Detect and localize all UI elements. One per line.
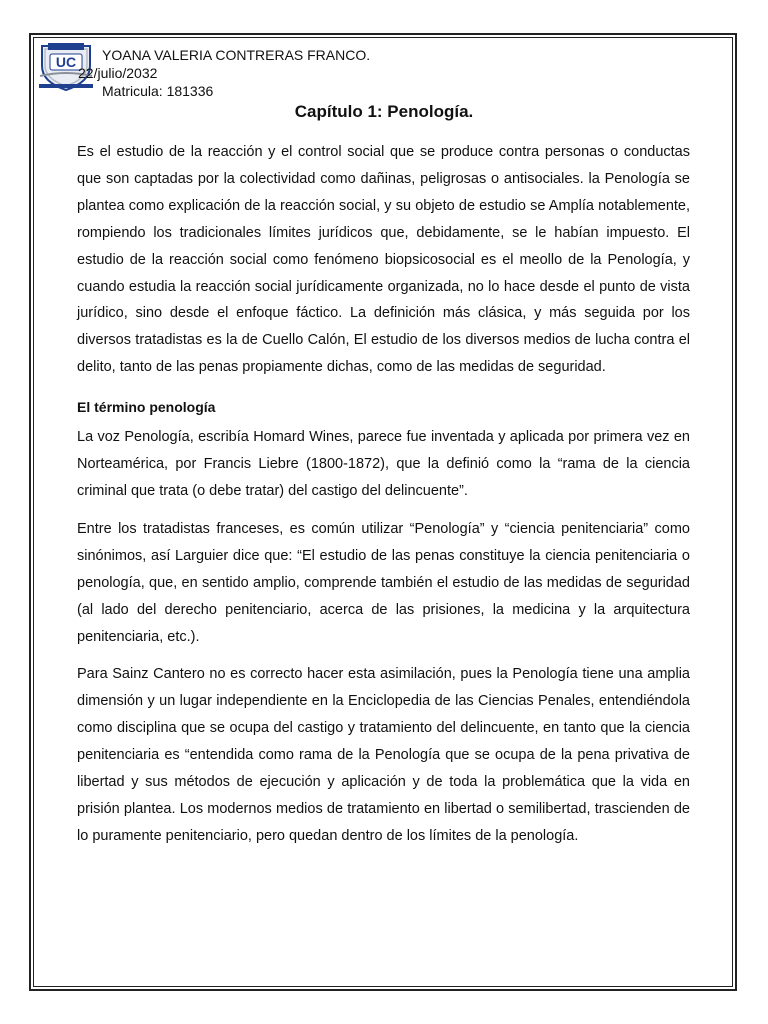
paragraph-french-authors: Entre los tratadistas franceses, es común utilizar “Penología” y “ciencia penitenciaria” como sinónimos, así Larguier dice que: “El estudio de las penas constituye la ciencia penitenciaria o penología, que, en sentido amplio, comprende también el estudio de las medidas de seguridad (al lado del derecho penitenciario, acerca de las prisiones, la medicina y la arquitectura penitenciaria, etc.). <box>77 520 690 645</box>
paragraph-origin: La voz Penología, escribía Homard Wines, parece fue inventada y aplicada por primera vez en Norteamérica, por Francis Liebre (1800-1872), que la definió como la “rama de la ciencia criminal que trata (o debe tratar) del castigo del delincuente”. <box>77 429 690 499</box>
section-heading: El término penología <box>77 399 216 416</box>
document-date: 22/julio/2032 <box>78 65 158 81</box>
chapter-title: Capítulo 1: Penología. <box>294 102 474 121</box>
paragraph-definition: Es el estudio de la reacción y el control social que se produce contra personas o conductas que son captadas por la colectividad como dañinas, peligrosas o antisociales. la Penología se plantea como explicación de la reacción social, y su objeto de estudio se Amplía notablemente, rompiendo los tradicionales límites jurídicos que, debidamente, se le habían impuesto. El estudio de la reacción social como fenómeno biopsicosocial es el meollo de la Penología, y cuando estudia la reacción social jurídicamente organizada, no lo hace desde el punto de vista jurídico, sino desde el enfoque fáctico. La definición más clásica, y más seguida por los diversos tratadistas es la de Cuello Calón, El estudio de los diversos medios de lucha contra el delito, tanto de las penas propiamente dichas, como de las medidas de seguridad. <box>77 144 690 376</box>
student-matricula: Matricula: 181336 <box>102 83 214 99</box>
document-body <box>77 139 690 850</box>
student-name: YOANA VALERIA CONTRERAS FRANCO. <box>102 47 371 63</box>
logo-initials: UC <box>55 54 77 70</box>
paragraph-sainz-cantero: Para Sainz Cantero no es correcto hacer esta asimilación, pues la Penología tiene una amplia dimensión y un lugar independiente en la Enciclopedia de las Ciencias Penales, entendiéndola como disciplina que se ocupa del castigo y tratamiento del delincuente, en tanto que la ciencia penitenciaria es “entendida como rama de la Penología que se ocupa de la pena privativa de libertad y sus métodos de ejecución y aplicación y de toda la problemática que la vida en prisión plantea. Los modernos medios de tratamiento en libertad o semilibertad, trascienden de lo puramente penitenciario, pero quedan dentro de los límites de la penología. <box>77 666 690 844</box>
